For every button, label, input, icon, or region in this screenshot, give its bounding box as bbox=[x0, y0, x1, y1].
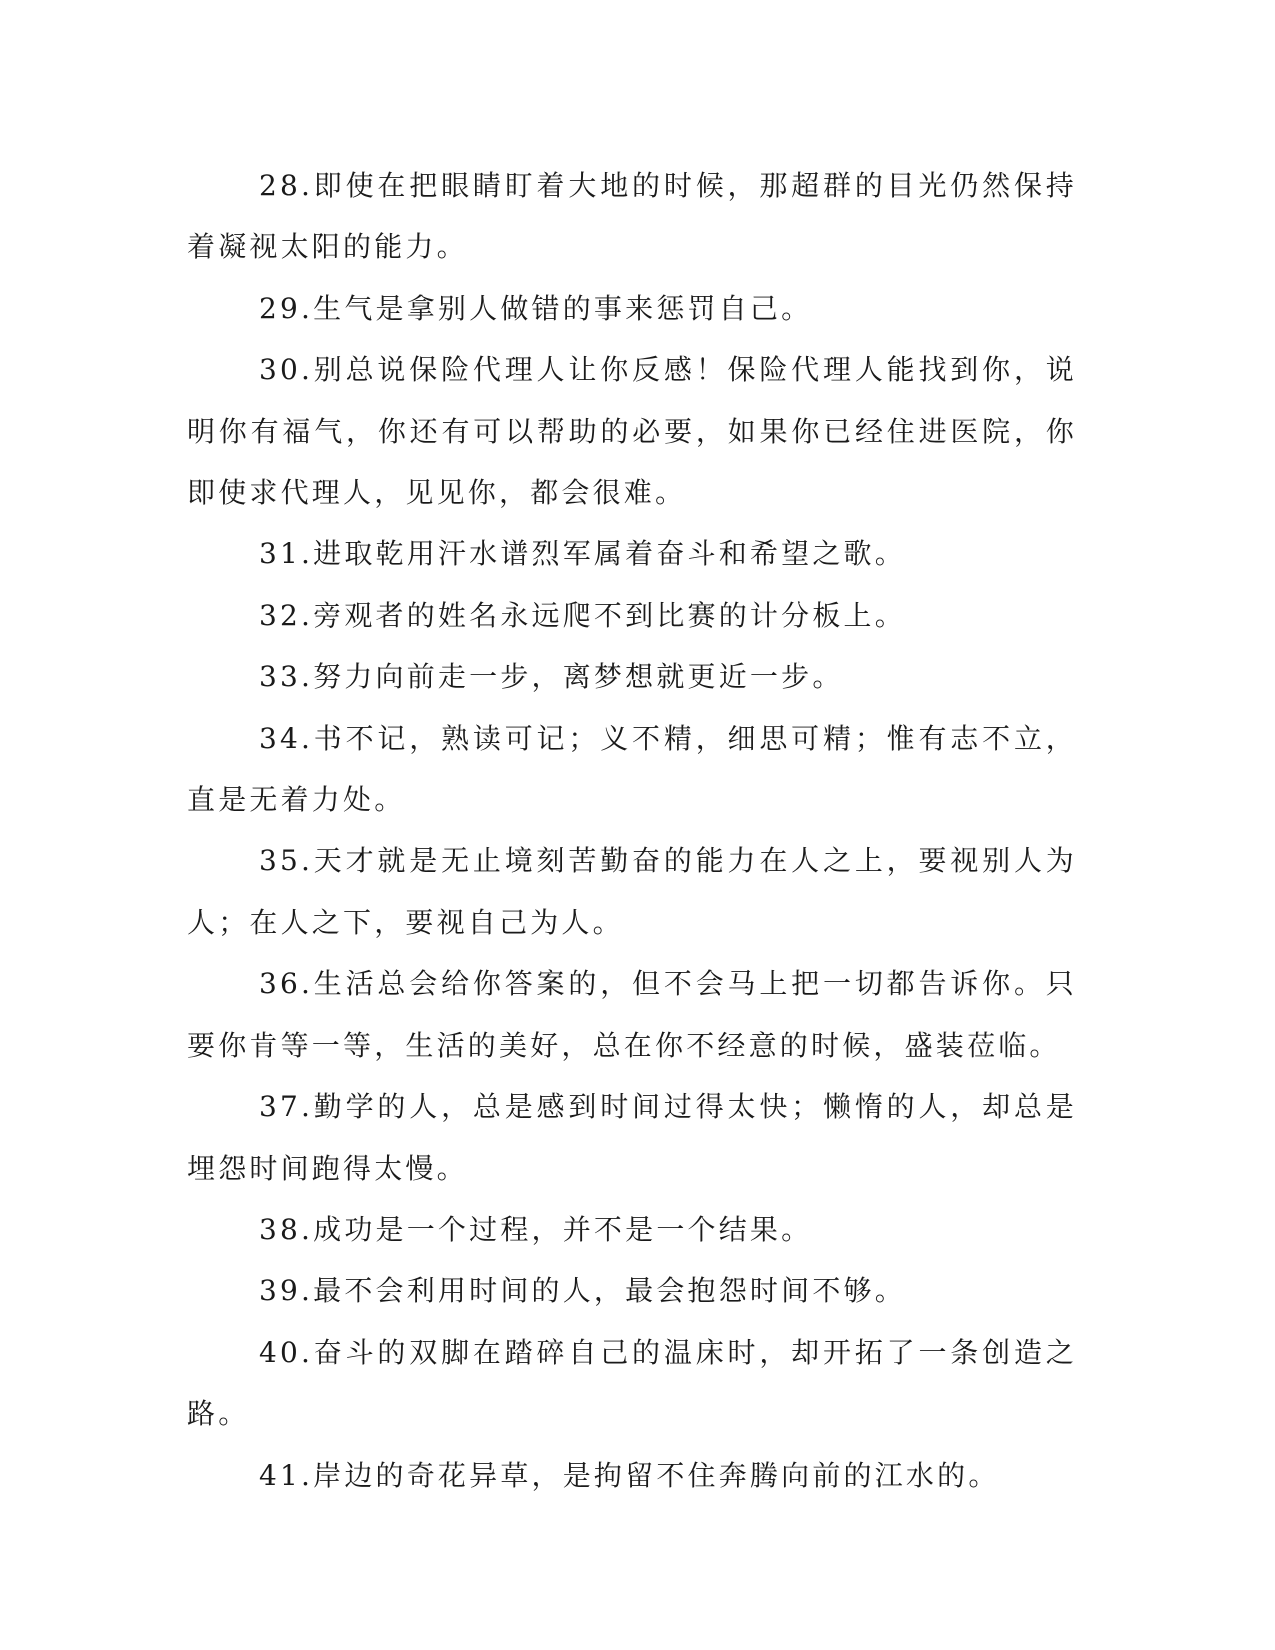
quote-item-40: 40.奋斗的双脚在踏碎自己的温床时，却开拓了一条创造之路。 bbox=[187, 1335, 1077, 1431]
quote-item-33: 33.努力向前走一步，离梦想就更近一步。 bbox=[259, 660, 844, 694]
quote-item-34: 34.书不记，熟读可记；义不精，细思可精；惟有志不立，直是无着力处。 bbox=[187, 721, 1077, 817]
quote-item-41: 41.岸边的奇花异草，是拘留不住奔腾向前的江水的。 bbox=[259, 1458, 1000, 1492]
quote-item-35: 35.天才就是无止境刻苦勤奋的能力在人之上，要视别人为人；在人之下，要视自己为人。 bbox=[187, 844, 1077, 939]
quote-item-36: 36.生活总会给你答案的，但不会马上把一切都告诉你。只要你肯等一等，生活的美好，总在你不经意的时候，盛装莅临。 bbox=[187, 967, 1077, 1062]
quote-item-30: 30.别总说保险代理人让你反感！保险代理人能找到你，说明你有福气，你还有可以帮助的必要，如果你已经住进医院，你即使求代理人，见见你，都会很难。 bbox=[187, 353, 1077, 510]
quote-item-39: 39.最不会利用时间的人，最会抱怨时间不够。 bbox=[259, 1274, 906, 1308]
quote-item-29: 29.生气是拿别人做错的事来惩罚自己。 bbox=[259, 291, 813, 325]
quote-item-38: 38.成功是一个过程，并不是一个结果。 bbox=[259, 1212, 813, 1246]
quote-item-37: 37.勤学的人，总是感到时间过得太快；懒惰的人，却总是埋怨时间跑得太慢。 bbox=[187, 1090, 1077, 1185]
quote-item-31: 31.进取乾用汗水谱烈军属着奋斗和希望之歌。 bbox=[259, 537, 906, 571]
quote-item-28: 28.即使在把眼睛盯着大地的时候，那超群的目光仍然保持着凝视太阳的能力。 bbox=[187, 169, 1077, 264]
quote-item-32: 32.旁观者的姓名永远爬不到比赛的计分板上。 bbox=[259, 598, 906, 632]
quote-list bbox=[187, 155, 1077, 1506]
